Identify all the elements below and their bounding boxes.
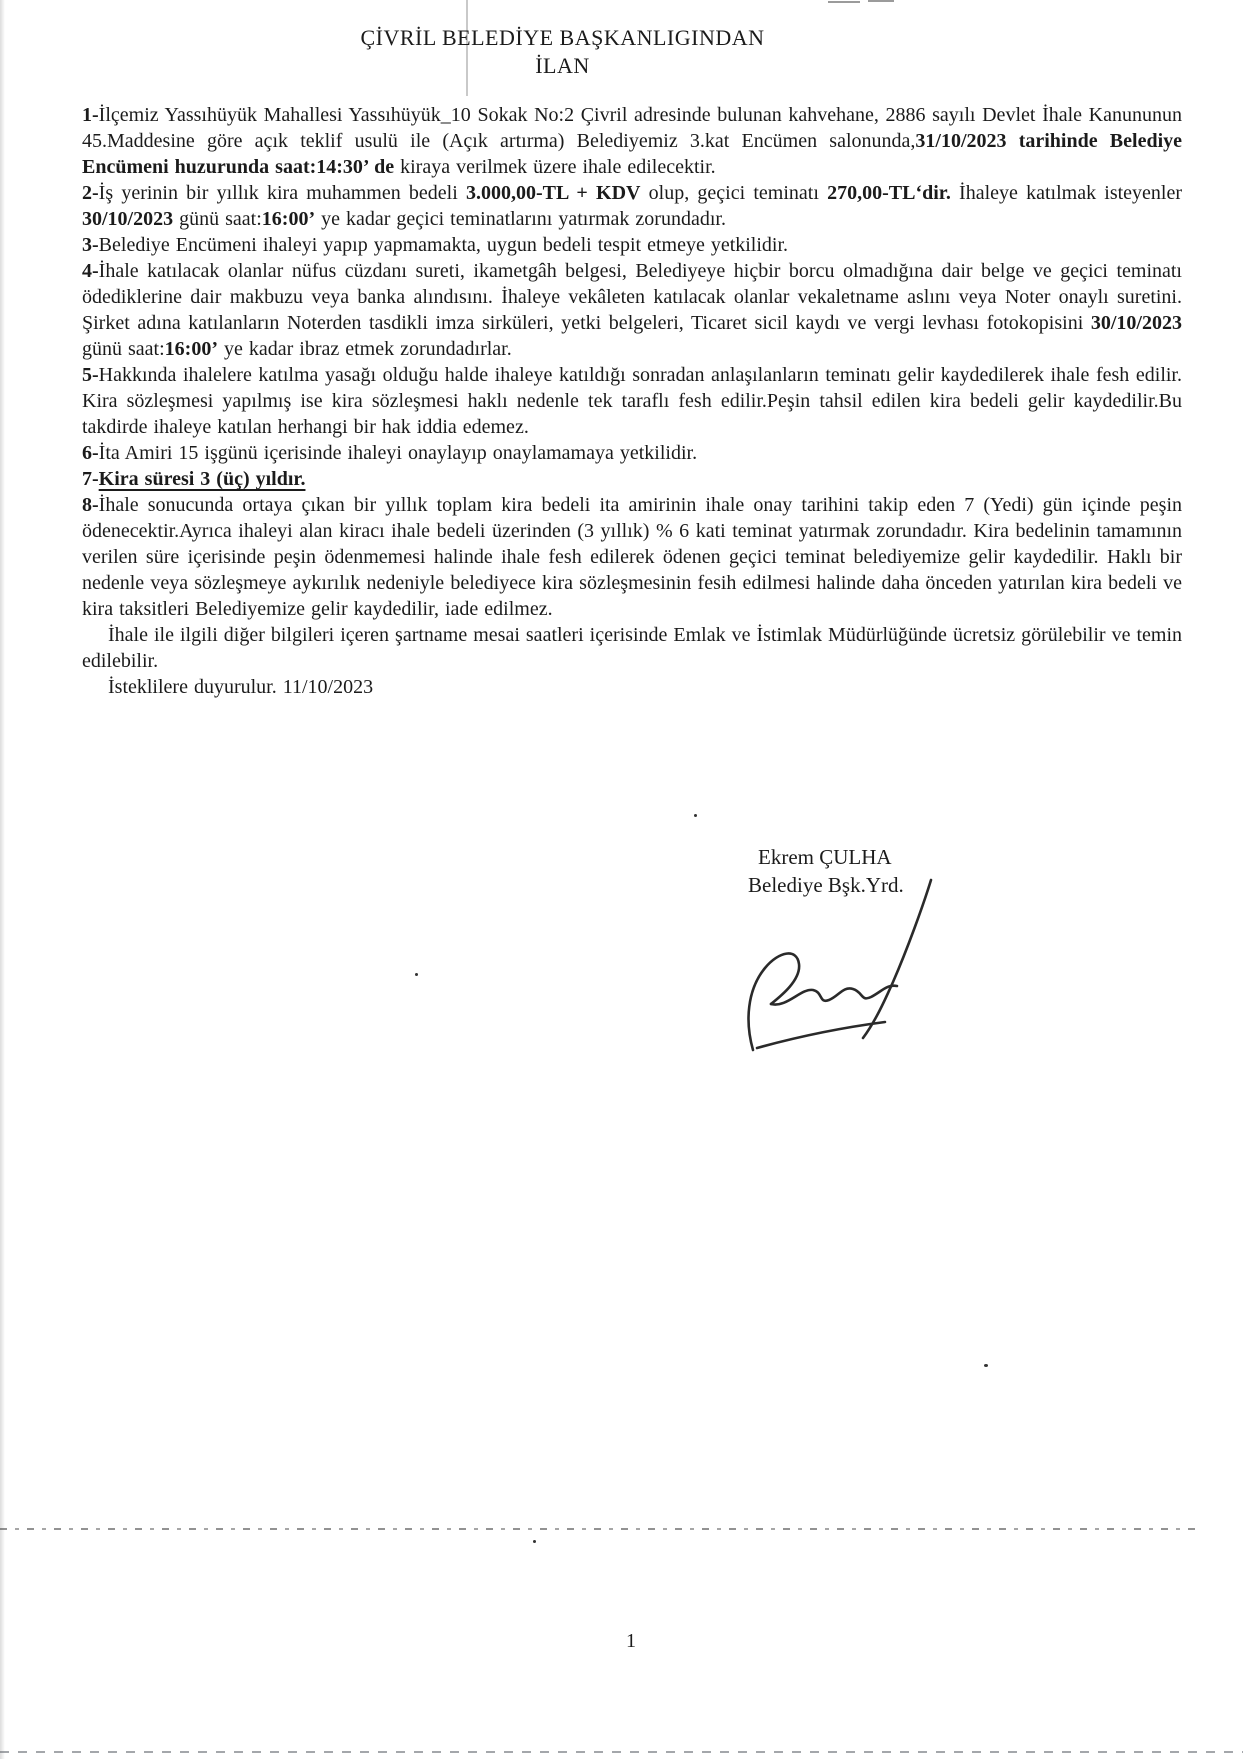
text-run: 30/10/2023 [82, 208, 174, 230]
scan-line-artifact-bottom [0, 1751, 1243, 1753]
document-title: ÇİVRİL BELEDİYE BAŞKANLIGINDAN [360, 25, 765, 50]
text-run: İhale sonucunda ortaya çıkan bir yıllık toplam kira bedeli ita amirinin ihale onay tarihini takip eden 7 (Yedi) gün içinde peşin ödenecektir.Ayrıca ihaleyi alan kiracı ihale bedeli üzerinden (3 yıllık) % 6 kati teminat yatırmak zorundadır. Kira bedelinin tamamının verilen süre içerisinde peşin ödenmemesi halinde ihale fesh edilerek ödenen geçici teminat belediyemize gelir kaydedilir. Haklı bir nedenle veya sözleşmeye aykırılık nedeniyle belediyece kira sözleşmesinin fesih edilmesi halinde daha önceden yatırılan kira bedeli ve kira taksitleri Belediyemize gelir kaydedilir, iade edilmez. [82, 494, 1182, 620]
scan-dash-artifact [828, 1, 860, 3]
paragraph [82, 674, 1182, 700]
text-run: 16:00’ [261, 208, 316, 230]
text-run: 30/10/2023 [1090, 312, 1182, 334]
paragraph [82, 232, 1182, 258]
text-run: Belediye Encümeni ihaleyi yapıp yapmamakta, uygun bedeli tespit etmeye yetkilidir. [98, 234, 789, 256]
text-run: İhale ile ilgili diğer bilgileri içeren şartname mesai saatleri içerisinde Emlak ve İstimlak Müdürlüğünde ücretsiz görülebilir ve temin edilebilir. [82, 624, 1182, 672]
text-run: Hakkında ihalelere katılma yasağı olduğu halde ihaleye katıldığı sonradan anlaşılanların teminatı gelir kaydedilerek ihale fesh edilir. Kira sözleşmesi yapılmış ise kira sözleşmesi haklı nedenle tek taraflı fesh edilir.Peşin tahsil edilen kira bedeli gelir kaydedilir.Bu takdirde ihaleye katılan herhangi bir hak iddia edemez. [82, 364, 1182, 438]
scan-speck [415, 973, 418, 976]
handwritten-signature-icon [735, 872, 945, 1057]
text-run: ye kadar ibraz etmek zorundadırlar. [217, 338, 512, 360]
text-run: İş yerinin bir yıllık kira muhammen bedeli [98, 182, 466, 204]
text-run: 31/10/2023 tarihinde Belediye Encümeni huzurunda saat:14:30’ de [82, 130, 1183, 178]
scan-line-artifact [0, 1528, 1200, 1530]
scan-speck [533, 1540, 536, 1543]
text-run: ye kadar geçici teminatlarını yatırmak zorundadır. [315, 208, 726, 230]
text-run: İta Amiri 15 işgünü içerisinde ihaleyi onaylayıp onaylamamaya yetkilidir. [98, 442, 698, 464]
text-run: 8- [82, 494, 99, 516]
scan-edge-shadow [0, 0, 5, 1759]
text-run: 16:00’ [164, 338, 218, 360]
text-run: günü saat: [173, 208, 262, 230]
text-run: İhaleye katılmak isteyenler [950, 182, 1183, 204]
signatory-name: Ekrem ÇULHA [758, 845, 892, 869]
paragraph [82, 362, 1182, 440]
text-run: 3- [82, 234, 99, 256]
text-run: İlçemiz Yassıhüyük Mahallesi Yassıhüyük_10 Sokak No:2 Çivril adresinde bulunan kahvehane, 2886 sayılı Devlet İhale Kanununun 45.Maddesine göre açık teklif usulü ile (Açık artırma) Belediyemiz 3.kat Encümen salonunda, [82, 104, 1182, 152]
text-run: 5- [82, 364, 99, 386]
paragraph [82, 258, 1182, 362]
text-run: 3.000,00-TL + KDV [465, 182, 641, 204]
text-run: 4- [82, 260, 99, 282]
scan-dash-artifact [868, 0, 894, 2]
text-run: Kira süresi 3 (üç) yıldır. [98, 468, 306, 490]
text-run: 2- [82, 182, 99, 204]
paragraph [82, 492, 1182, 622]
document-subtitle: İLAN [535, 53, 590, 78]
text-run: 7- [82, 468, 99, 490]
paragraph [82, 622, 1182, 674]
page-number: 1 [626, 1630, 636, 1652]
text-run: İhale katılacak olanlar nüfus cüzdanı sureti, ikametgâh belgesi, Belediyeye hiçbir borcu olmadığına dair belge ve geçici teminatı ödediklerine dair makbuzu veya banka alındısını. İhaleye vekâleten katılacak olanlar vekaletname aslını veya Noter onaylı suretini. Şirket adına katılanların Noterden tasdikli imza sirküleri, yetki belgeleri, Ticaret sicil kaydı ve vergi levhası fotokopisini [82, 260, 1182, 334]
scan-speck [984, 1364, 988, 1367]
paragraph [82, 466, 1182, 492]
text-run: kiraya verilmek üzere ihale edilecektir. [394, 156, 716, 178]
text-run: 270,00-TL‘dir. [827, 182, 951, 204]
signatory-title: Belediye Bşk.Yrd. [748, 873, 904, 897]
document-body [82, 102, 1182, 700]
paragraph [82, 102, 1182, 180]
text-run: günü saat: [82, 338, 165, 360]
text-run: İsteklilere duyurulur. 11/10/2023 [108, 676, 374, 698]
text-run: 6- [82, 442, 99, 464]
paragraph [82, 180, 1182, 232]
paragraph [82, 440, 1182, 466]
text-run: 1- [82, 104, 99, 126]
document-header [0, 24, 1125, 80]
text-run: olup, geçici teminatı [640, 182, 828, 204]
scan-speck [694, 814, 697, 817]
